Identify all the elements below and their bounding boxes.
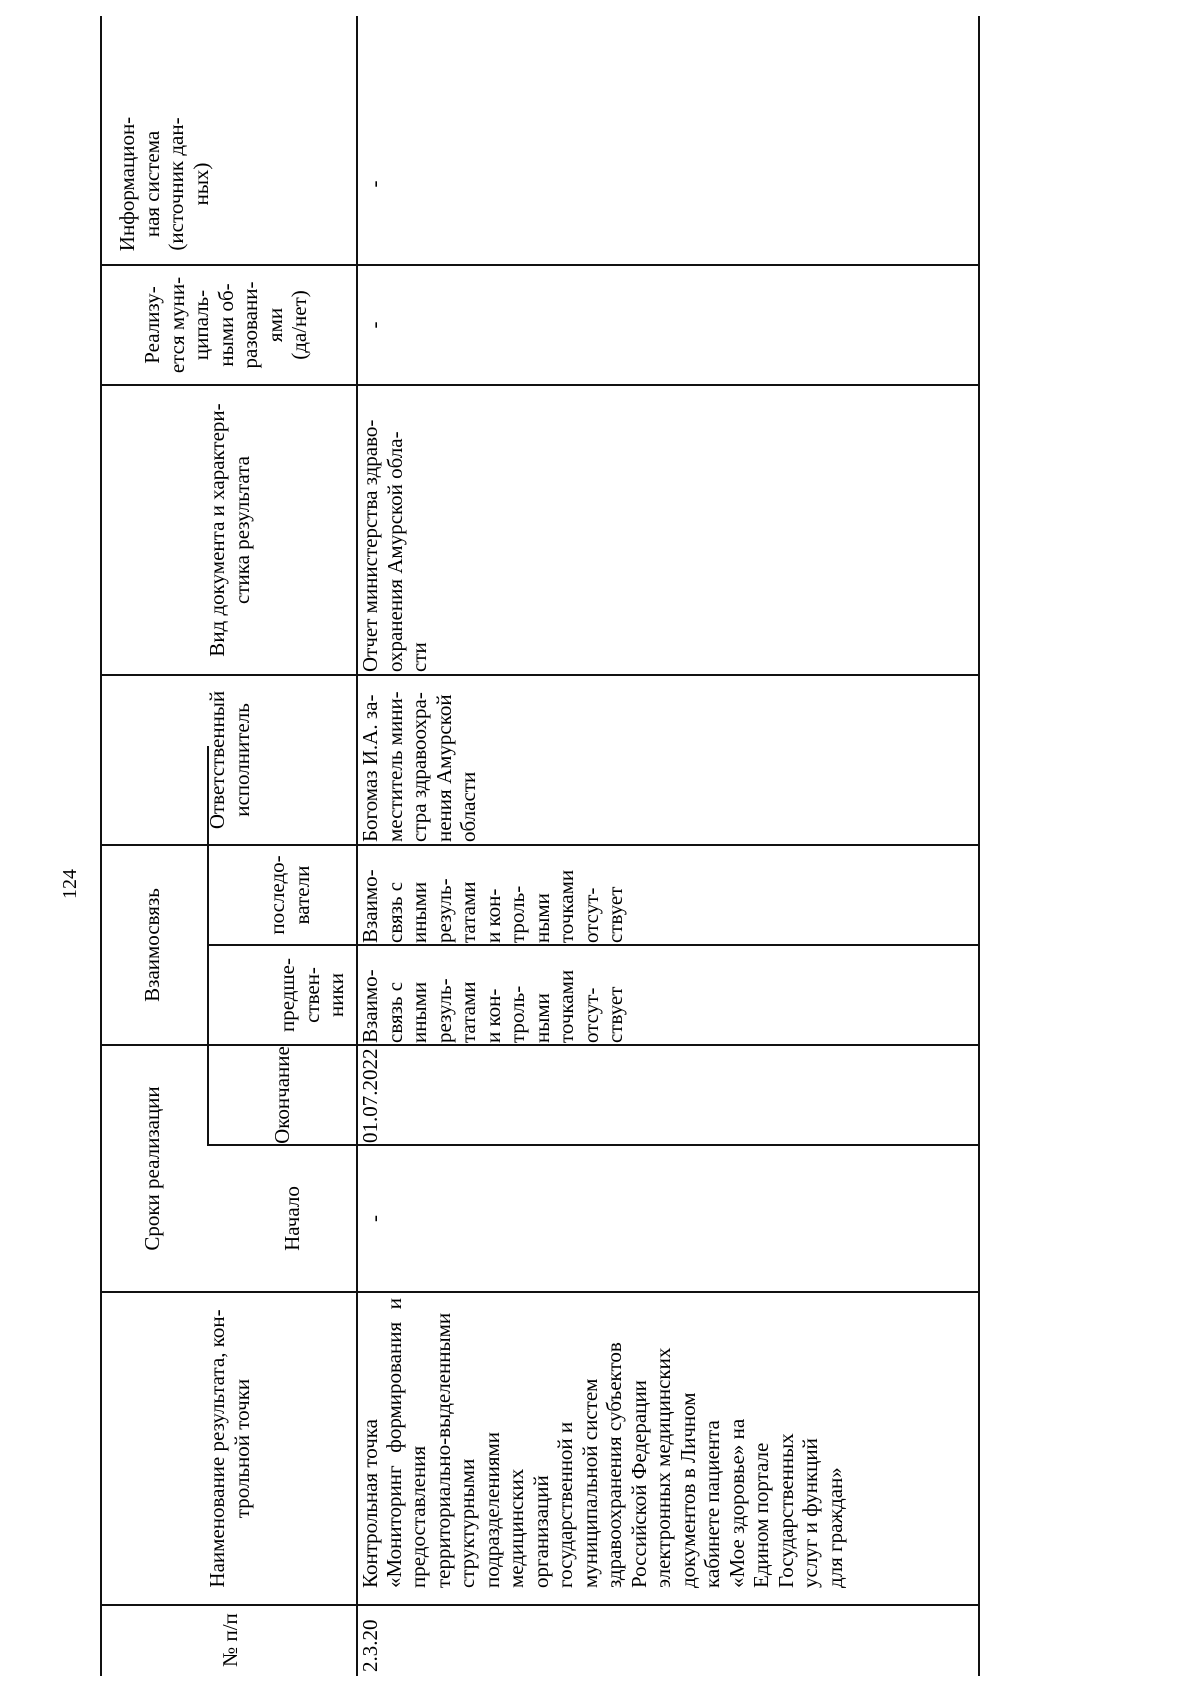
row-municipal: - (362, 321, 386, 329)
row-name-rest: предоставления территориально-выделенными структурными подразделениями медицинских организаций государственной и муниципальной систем здравоохранения субъектов Российской Федерации электронных медицинских документов в Личном кабинете пациента «Мое здоровье» на Едином портале Государственных услуг и функций для граждан» (406, 1312, 847, 1588)
row-executor: Богомаз И.А. за- меститель мини- стра здравоохра- нения Амурской области (358, 691, 480, 842)
row-info-system: - (362, 180, 386, 188)
row-doc-type: Отчет министерства здраво- охранения Амурской обла- сти (358, 419, 431, 672)
col-divider-start (207, 1144, 980, 1146)
row-name-line2: «Мониторинг формирования и (382, 1298, 406, 1588)
header-executor: Ответственный исполнитель (205, 690, 254, 830)
header-start: Начало (280, 1186, 304, 1251)
row-predecessors: Взаимо- связь с иными резуль- татами и кон- троль- ными точками отсут- ствует (358, 969, 627, 1043)
header-name: Наименование результата, кон- трольной точки (205, 1309, 254, 1588)
col-divider-end (100, 1044, 980, 1046)
page-number: 124 (59, 869, 81, 899)
row-name-line1: Контрольная точка (358, 1418, 382, 1588)
header-info-system: Информацион- ная система (источник дан- ных) (115, 116, 213, 252)
header-terms-group: Сроки реализации (140, 1086, 164, 1251)
results-table (100, 16, 1060, 1676)
row-end: 01.07.2022 (358, 1048, 382, 1143)
header-doc-type: Вид документа и характери- стика результата (205, 403, 254, 657)
header-municipal: Реализу- ется муни- ципаль- ными об- разовани- ями (да/нет) (140, 276, 311, 374)
row-successors: Взаимо- связь с иными резуль- татами и кон- троль- ными точками отсут- ствует (358, 869, 627, 943)
header-predecessors: предше- ствен- ники (275, 958, 348, 1032)
header-successors: последо- ватели (265, 855, 314, 935)
header-num: № п/п (218, 1613, 242, 1667)
row-num: 2.3.20 (358, 1619, 382, 1672)
header-link-group: Взаимосвязь (140, 888, 164, 1002)
header-end: Окончание (270, 1046, 294, 1144)
row-start: - (362, 1215, 386, 1222)
